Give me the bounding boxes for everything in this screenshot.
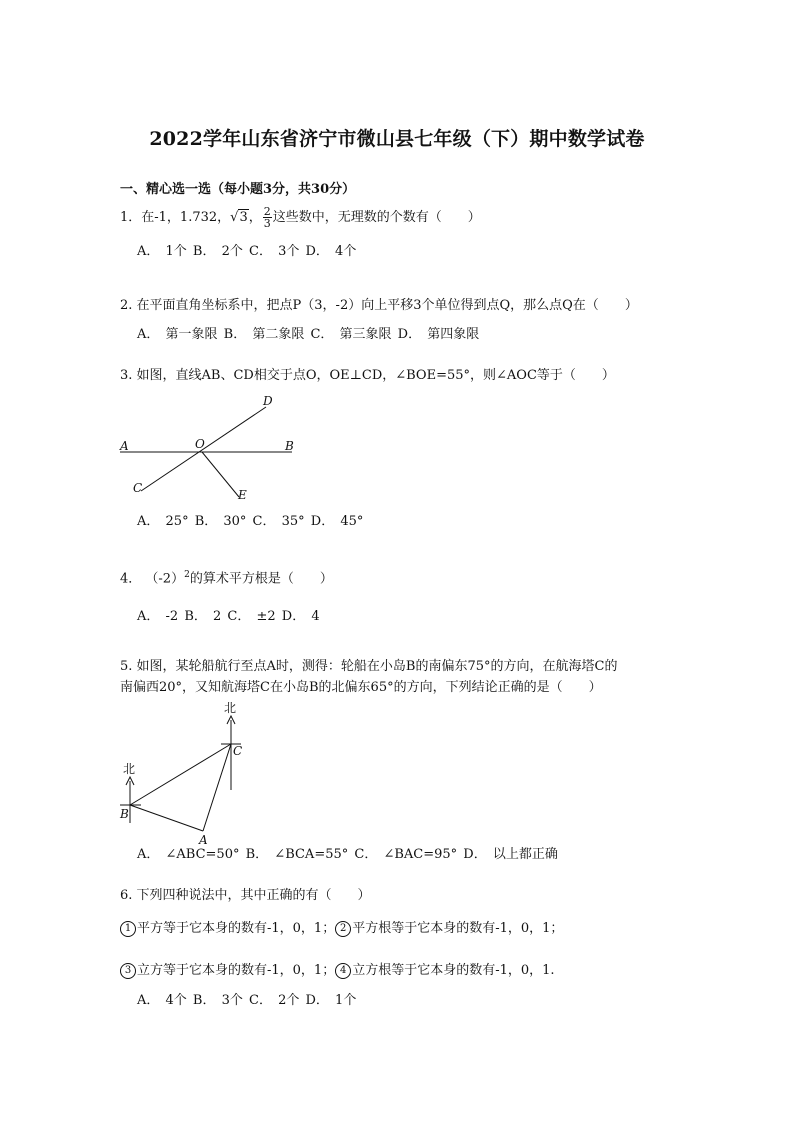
question-6: 6. 下列四种说法中，其中正确的有（ ） <box>120 888 371 903</box>
label-north-c: 北 <box>224 701 237 715</box>
north-arrow-c <box>227 716 235 724</box>
section-heading: 一、精心选一选（每小题3分，共30分） <box>120 182 356 197</box>
label-north-b: 北 <box>123 762 136 776</box>
q5-options: A． ∠ABC=50° B． ∠BCA=55° C． ∠BAC=95° D． 以上都正确 <box>137 847 558 862</box>
label-a: A <box>199 833 208 847</box>
q6-statements-3-4: 3 立方等于它本身的数有-1，0，1； 4 立方根等于它本身的数有-1，0，1. <box>120 962 555 980</box>
q6-statements-1-2: 1 平方等于它本身的数有-1，0，1； 2 平方根等于它本身的数有-1，0，1； <box>120 920 563 938</box>
question-5-line-1: 5. 如图，某轮船航行至点A时，测得：轮船在小岛B的南偏东75°的方向，在航海塔C的 <box>120 659 618 674</box>
label-e: E <box>238 488 247 502</box>
question-2: 2. 在平面直角坐标系中，把点P（3，-2）向上平移3个单位得到点Q，那么点Q在（ ） <box>120 298 638 313</box>
north-arrow-b <box>126 777 134 785</box>
q1-prefix: 1．在-1，1.732， <box>120 210 231 225</box>
circled-number-1: 1 <box>120 921 136 937</box>
question-1: 1．在-1，1.732，√3， $\frac{2}{3}$ 这些数中，无理数的个数有（ ） <box>120 205 481 230</box>
label-b: B <box>285 439 294 453</box>
q3-options: A． 25° B． 30° C． 35° D． 45° <box>137 514 364 529</box>
circled-number-2: 2 <box>335 921 351 937</box>
q1-options: A． 1个 B． 2个 C． 3个 D． 4个 <box>137 244 357 259</box>
label-o: O <box>195 437 205 451</box>
ray-oe <box>202 452 239 497</box>
question-3: 3. 如图，直线AB、CD相交于点O，OE⊥CD，∠BOE=55°，则∠AOC等于（ ） <box>120 368 615 383</box>
question-5-line-2: 南偏西20°，又知航海塔C在小岛B的北偏东65°的方向，下列结论正确的是（ ） <box>120 680 602 695</box>
segment-bc <box>130 744 231 805</box>
question-4: 4． $(-2)^2$的算术平方根是（ ） <box>120 570 333 587</box>
label-d: D <box>263 394 273 408</box>
label-a: A <box>120 439 129 453</box>
label-c: C <box>133 481 143 495</box>
q1-suffix: 这些数中，无理数的个数有（ <box>272 210 442 225</box>
label-c: C <box>233 744 243 758</box>
segment-ba <box>130 805 203 831</box>
fraction: $\frac{2}{3}$ <box>263 205 271 230</box>
page-title: 2022学年山东省济宁市微山县七年级（下）期中数学试卷 <box>149 128 645 150</box>
segment-ca <box>203 744 231 831</box>
line-cd <box>141 407 266 491</box>
q4-options: A． -2 B． 2 C． ±2 D． 4 <box>137 609 320 624</box>
circled-number-4: 4 <box>335 963 351 979</box>
sqrt-symbol: √3 <box>230 210 248 225</box>
q6-options: A． 4个 B． 3个 C． 2个 D． 1个 <box>137 993 357 1008</box>
q2-options: A． 第一象限 B． 第二象限 C． 第三象限 D． 第四象限 <box>137 327 480 342</box>
label-b: B <box>120 807 129 821</box>
circled-number-3: 3 <box>120 963 136 979</box>
